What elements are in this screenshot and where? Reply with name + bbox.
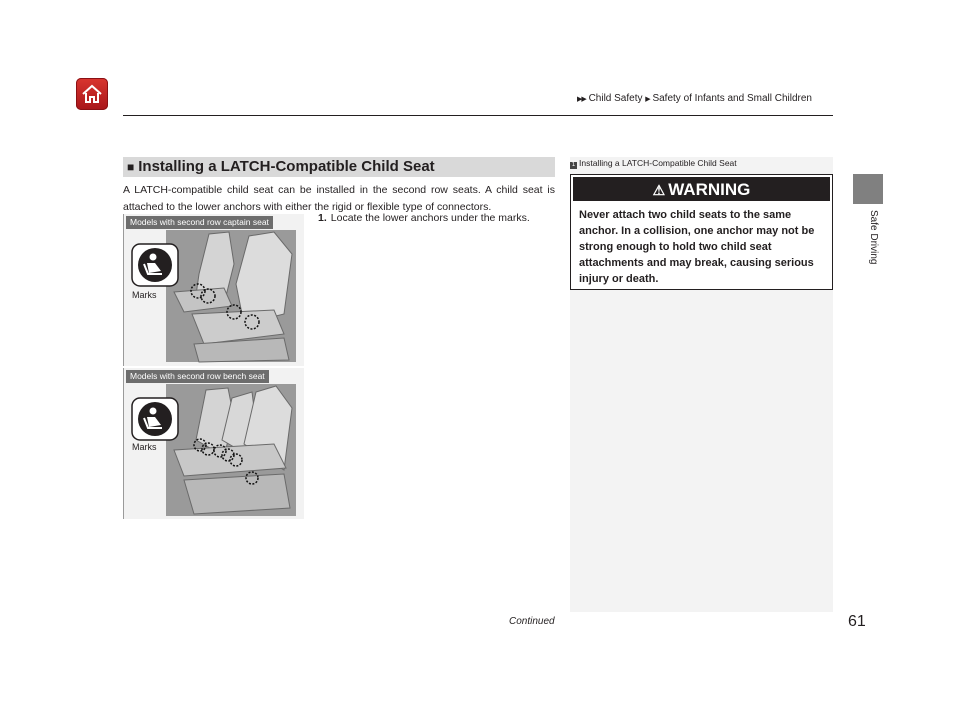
breadcrumb-arrow-icon: ▶▶ (577, 96, 586, 103)
breadcrumb-item[interactable]: Safety of Infants and Small Children (652, 93, 812, 104)
step-text: Locate the lower anchors under the marks. (330, 212, 530, 224)
figure-caption: Models with second row bench seat (126, 370, 269, 383)
section-heading (123, 157, 555, 177)
breadcrumb-item[interactable]: Child Safety (588, 93, 643, 104)
page-number: 61 (848, 613, 866, 630)
section-title: Installing a LATCH-Compatible Child Seat (138, 158, 435, 175)
reference-icon: 1 (571, 162, 576, 168)
home-button[interactable] (76, 78, 108, 110)
chapter-tab[interactable] (853, 174, 883, 204)
breadcrumb (577, 93, 812, 104)
warning-label: WARNING (668, 180, 751, 199)
warning-triangle-icon: ⚠ (652, 182, 666, 198)
square-bullet-icon: ■ (127, 160, 135, 174)
figure-captain-seat (123, 214, 304, 366)
note-title-text: Installing a LATCH-Compatible Child Seat (579, 158, 737, 168)
warning-box (570, 174, 833, 290)
breadcrumb-arrow-icon: ▶ (645, 96, 650, 103)
step-number: 1. (318, 212, 327, 224)
header-rule (123, 115, 833, 116)
step-1 (318, 212, 530, 224)
marks-label: Marks (132, 290, 157, 300)
figure-caption: Models with second row captain seat (126, 216, 273, 229)
home-icon (80, 82, 104, 106)
marks-label: Marks (132, 442, 157, 452)
intro-paragraph: A LATCH-compatible child seat can be installed in the second row seats. A child seat is attached to the lower anchors with either the rigid or flexible type of connectors. (123, 184, 555, 213)
figure-bench-seat (123, 368, 304, 519)
warning-header (573, 177, 830, 201)
note-title (570, 158, 737, 169)
chapter-label: Safe Driving (868, 210, 879, 265)
warning-text: Never attach two child seats to the same anchor. In a collision, one anchor may not be strong enough to hold two child seat attachments and may break, causing serious injury or death. (579, 209, 815, 285)
continued-label: Continued (509, 616, 555, 627)
